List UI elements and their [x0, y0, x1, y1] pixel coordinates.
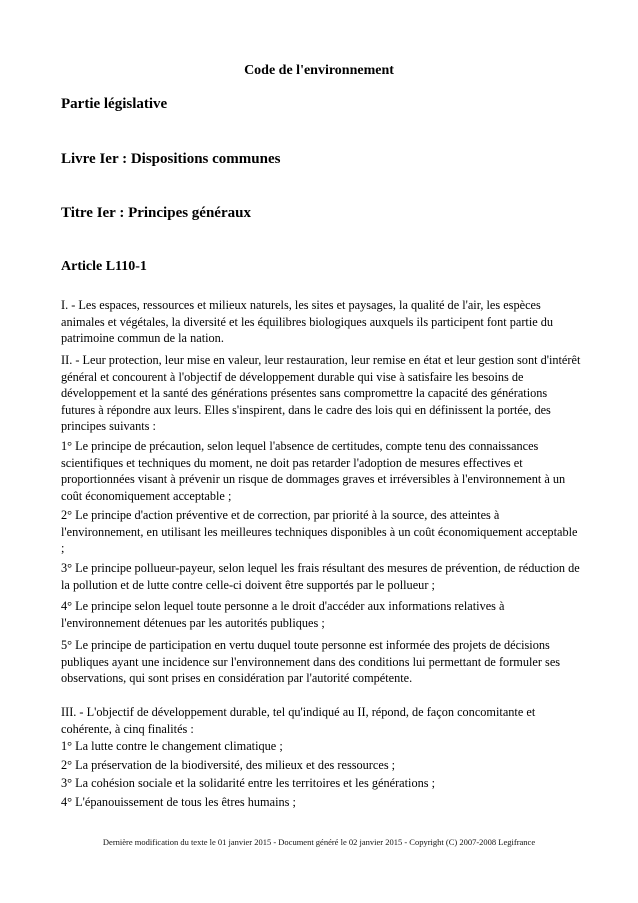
- principle-5: [61, 637, 581, 687]
- list-item: 1° La lutte contre le changement climatique ;: [61, 739, 283, 753]
- paragraph-ii-text: II. - Leur protection, leur mise en valeur, leur restauration, leur remise en état et leur gestion sont d'intérêt général et concourent à l'objectif de développement durable qui vise à satisfaire les besoins de développement et la santé des générations présentes sans compromettre la capacité des générations futures à répondre aux leurs. Elles s'inspirent, dans le cadre des lois qui en définissent la portée, des principes suivants :: [61, 353, 581, 433]
- code-title: Code de l'environnement: [244, 63, 394, 78]
- principle-1: [61, 438, 581, 504]
- livre-heading: Livre Ier : Dispositions communes: [61, 151, 281, 167]
- article-heading: Article L110-1: [61, 259, 147, 274]
- partie-heading: Partie législative: [61, 96, 168, 112]
- principle-3: [61, 560, 581, 593]
- principle-1-text: 1° Le principe de précaution, selon lequel l'absence de certitudes, compte tenu des connaissances scientifiques et techniques du moment, ne doit pas retarder l'adoption de mesures effectives et proportionnées visant à prévenir un risque de dommages graves et irréversibles à l'environnement à un coût économiquement acceptable ;: [61, 439, 566, 503]
- paragraph-i-text: I. - Les espaces, ressources et milieux naturels, les sites et paysages, la qualité de l'air, les espèces animales et végétales, la diversité et les équilibres biologiques auxquels ils participent font partie du patrimoine commun de la nation.: [61, 298, 554, 345]
- list-item: 4° L'épanouissement de tous les êtres humains ;: [61, 794, 296, 809]
- principle-5-text: 5° Le principe de participation en vertu duquel toute personne est informée des projets de décisions publiques ayant une incidence sur l'environnement dans des conditions lui permettant de formuler ses observations, qui sont prises en considération par l'autorité compétente.: [61, 638, 561, 685]
- principle-4: [61, 598, 581, 631]
- titre-heading: Titre Ier : Principes généraux: [61, 205, 251, 221]
- principle-4-text: 4° Le principe selon lequel toute personne a le droit d'accéder aux informations relatives à l'environnement détenues par les autorités publiques ;: [61, 599, 505, 630]
- paragraph-i: [61, 297, 581, 347]
- finalites-list: [61, 737, 581, 811]
- list-item: 3° La cohésion sociale et la solidarité entre les territoires et les générations ;: [61, 776, 436, 791]
- paragraph-iii-text: III. - L'objectif de développement durable, tel qu'indiqué au II, répond, de façon concomitante et cohérente, à cinq finalités :: [61, 705, 536, 736]
- principle-3-text: 3° Le principe pollueur-payeur, selon lequel les frais résultant des mesures de prévention, de réduction de la pollution et de lutte contre celle-ci doivent être supportés par le pollueur ;: [61, 561, 580, 592]
- paragraph-iii: [61, 704, 581, 737]
- page-footer: Dernière modification du texte le 01 janvier 2015 - Document généré le 02 janvier 2015 - Copyright (C) 2007-2008 Legifrance: [102, 837, 536, 847]
- paragraph-ii: [61, 352, 581, 435]
- list-item: 2° La préservation de la biodiversité, des milieux et des ressources ;: [61, 757, 396, 772]
- principle-2-text: 2° Le principe d'action préventive et de correction, par priorité à la source, des atteintes à l'environnement, en utilisant les meilleures techniques disponibles à un coût économiquement acceptable ;: [61, 508, 578, 555]
- principle-2: [61, 507, 581, 557]
